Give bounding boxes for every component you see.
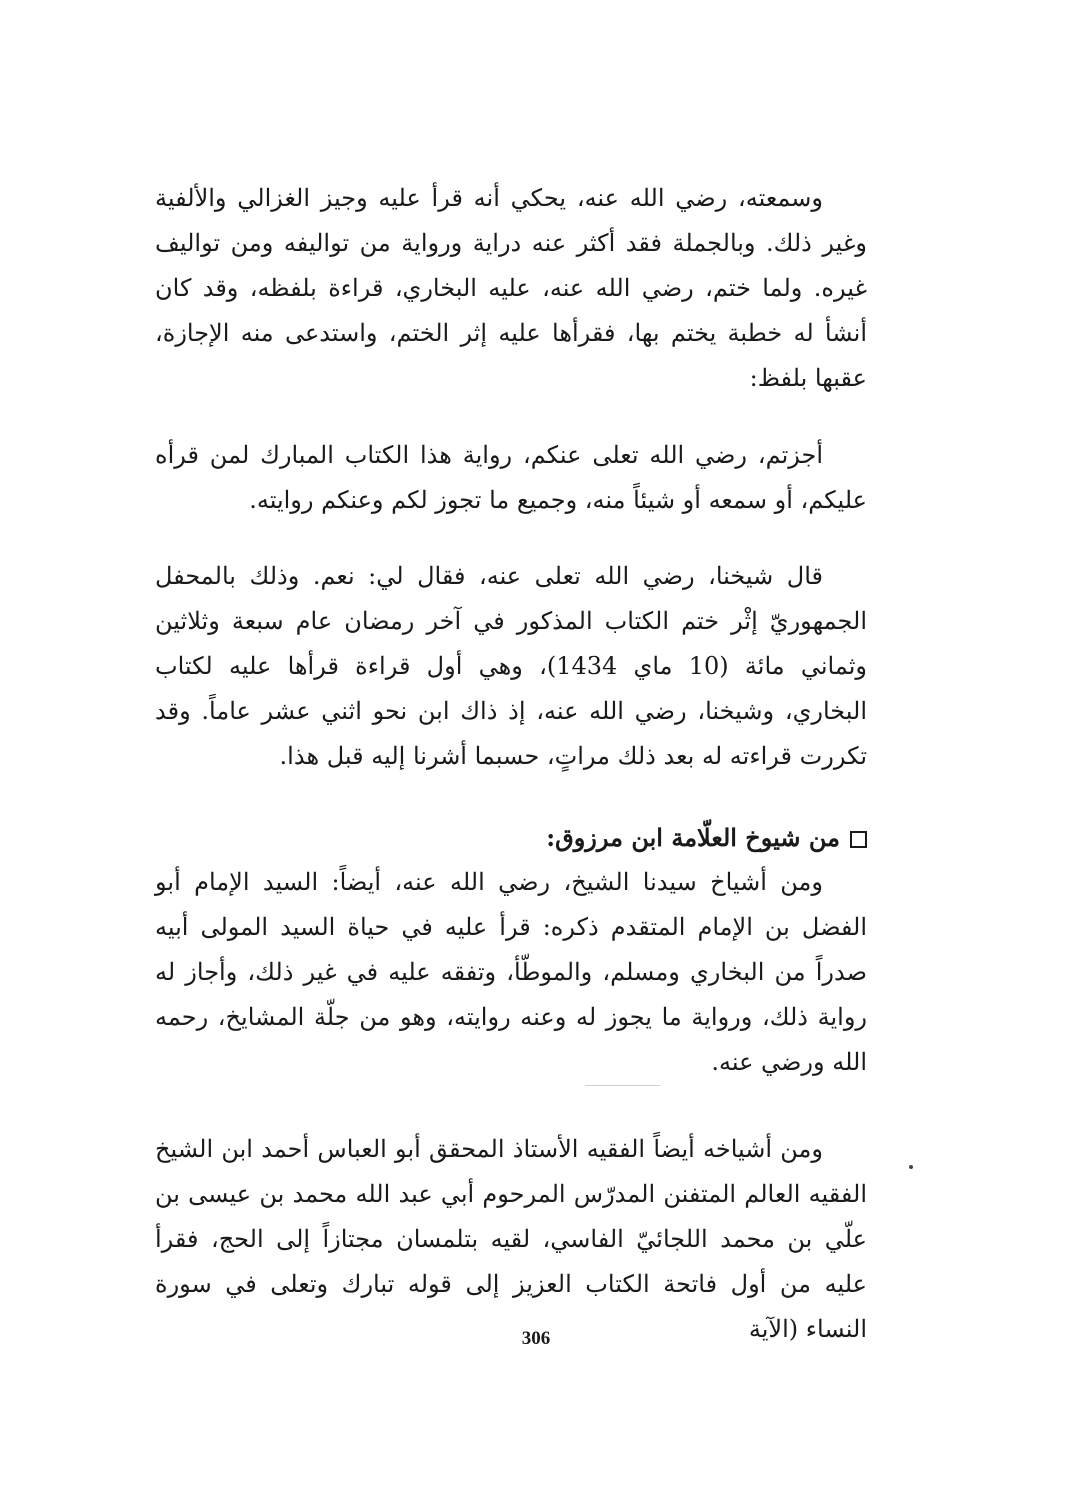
page-number: 306 (521, 1328, 551, 1349)
paragraph-text: ومن أشياخه أيضاً الفقيه الأستاذ المحقق أبو العباس أحمد ابن الشيخ الفقيه العالم المتفنن المدرّس المرحوم أبي عبد الله محمد بن عيسى بن علّي بن محمد اللجائيّ الفاسي، لقيه بتلمسان مجتازاً إلى الحج، فقرأ عليه من أول فاتحة الكتاب العزيز إلى قوله تبارك وتعلى في سورة النساء (الآية (155, 1135, 867, 1343)
paragraph (155, 176, 867, 401)
paragraph-text: أجزتم، رضي الله تعلى عنكم، رواية هذا الكتاب المبارك لمن قرأه عليكم، أو سمعه أو شيئاً منه، وجميع ما تجوز لكم وعنكم روايته. (155, 441, 867, 514)
paragraph (155, 554, 867, 779)
section-heading (155, 815, 867, 860)
section-heading-text: من شيوخ العلّامة ابن مرزوق: (546, 823, 840, 852)
paragraph (155, 860, 867, 1085)
paragraph-text: قال شيخنا، رضي الله تعلى عنه، فقال لي: نعم. وذلك بالمحفل الجمهوريّ إثْر ختم الكتاب المذكور في آخر رمضان عام سبعة وثلاثين وثماني مائة (10 ماي 1434)، وهي أول قراءة قرأها عليه لكتاب البخاري، وشيخنا، رضي الله عنه، إذ ذاك ابن نحو اثني عشر عاماً. وقد تكررت قراءته له بعد ذلك مراتٍ، حسبما أشرنا إليه قبل هذا. (155, 562, 868, 770)
quoted-ijaza-paragraph (155, 433, 867, 523)
faint-divider (585, 1085, 660, 1086)
paragraph (155, 1127, 867, 1352)
paragraph-text: وسمعته، رضي الله عنه، يحكي أنه قرأ عليه وجيز الغزالي والألفية وغير ذلك. وبالجملة فقد أكثر عنه دراية ورواية من تواليفه ومن تواليف غيره. ولما ختم، رضي الله عنه، عليه البخاري، قراءة بلفظه، وقد كان أنشأ له خطبة يختم بها، فقرأها عليه إثر الختم، واستدعى منه الإجازة، عقبها بلفظ: (155, 184, 867, 392)
margin-dot (909, 1165, 913, 1169)
square-bullet-icon (850, 831, 867, 848)
paragraph-text: ومن أشياخ سيدنا الشيخ، رضي الله عنه، أيضاً: السيد الإمام أبو الفضل بن الإمام المتقدم ذكره: قرأ عليه في حياة السيد المولى أبيه صدراً من البخاري ومسلم، والموطّأ، وتفقه عليه في غير ذلك، وأجاز له رواية ذلك، ورواية ما يجوز له وعنه روايته، وهو من جلّة المشايخ، رحمه الله ورضي عنه. (155, 868, 867, 1076)
